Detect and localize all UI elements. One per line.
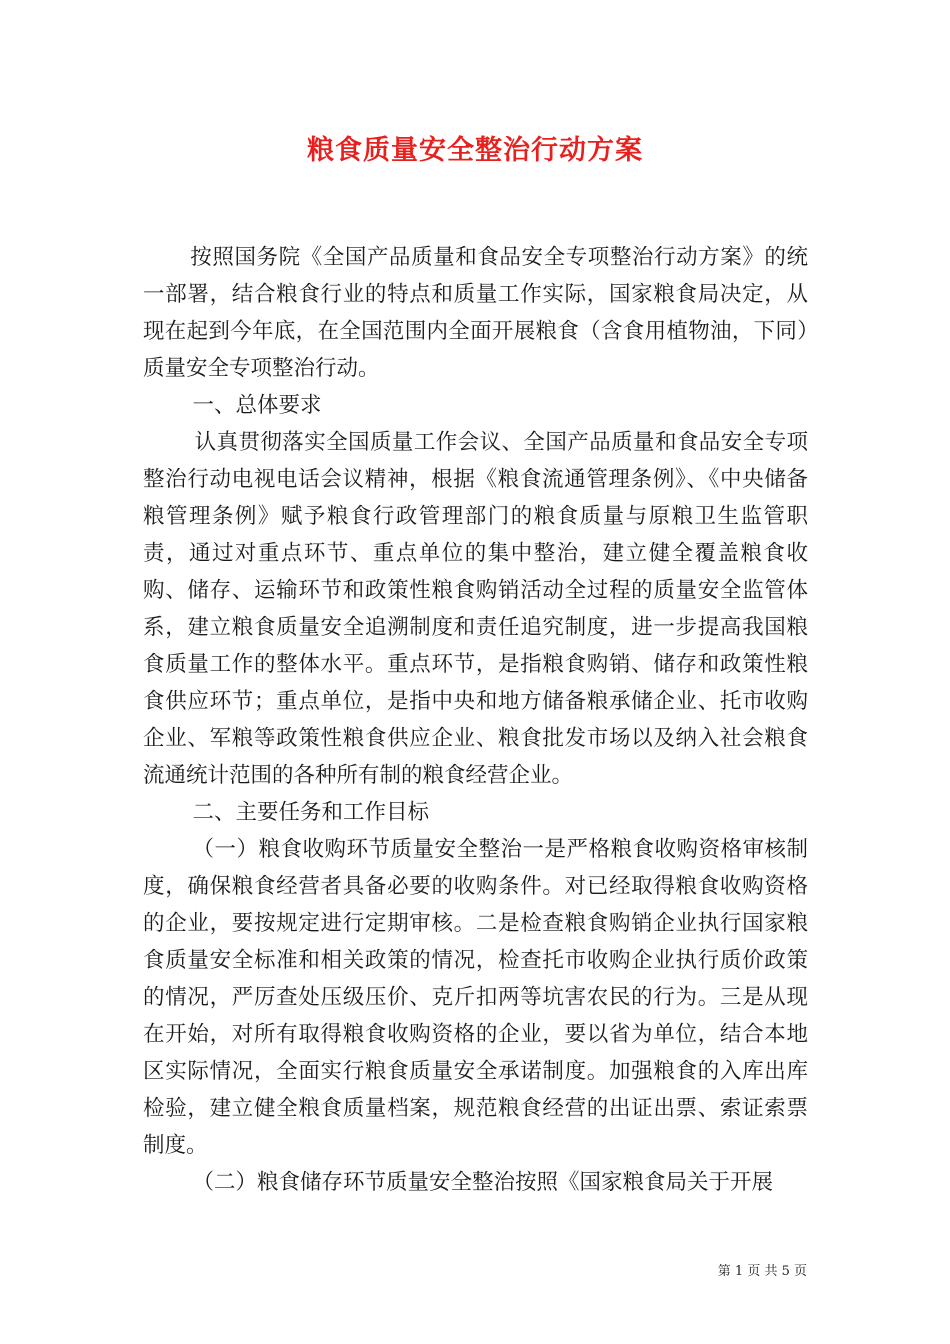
document-body (143, 239, 808, 1201)
intro-paragraph: 按照国务院《全国产品质量和食品安全专项整治行动方案》的统一部署，结合粮食行业的特点和质量工作实际，国家粮食局决定，从现在起到今年底，在全国范围内全面开展粮食（含食用植物油，下同）质量安全专项整治行动。 (143, 245, 808, 381)
storage-rectification-paragraph: （二）粮食储存环节质量安全整治按照《国家粮食局关于开展 (192, 1170, 773, 1195)
section-heading-general-requirements: 一、总体要求 (192, 393, 322, 418)
section-heading-main-tasks: 二、主要任务和工作目标 (192, 800, 429, 825)
general-requirements-paragraph: 认真贯彻落实全国质量工作会议、全国产品质量和食品安全专项整治行动电视电话会议精神，根据《粮食流通管理条例》、《中央储备粮管理条例》赋予粮食行政管理部门的粮食质量与原粮卫生监管职责，通过对重点环节、重点单位的集中整治，建立健全覆盖粮食收购、储存、运输环节和政策性粮食购销活动全过程的质量安全监管体系，建立粮食质量安全追溯制度和责任追究制度，进一步提高我国粮食质量工作的整体水平。重点环节，是指粮食购销、储存和政策性粮食供应环节；重点单位，是指中央和地方储备粮承储企业、托市收购企业、军粮等政策性粮食供应企业、粮食批发市场以及纳入社会粮食流通统计范围的各种所有制的粮食经营企业。 (143, 430, 808, 788)
purchase-rectification-paragraph: （一）粮食收购环节质量安全整治一是严格粮食收购资格审核制度，确保粮食经营者具备必要的收购条件。对已经取得粮食收购资格的企业，要按规定进行定期审核。二是检查粮食购销企业执行国家粮食质量安全标准和相关政策的情况，检查托市收购企业执行质价政策的情况，严厉查处压级压价、克斤扣两等坑害农民的行为。三是从现在开始，对所有取得粮食收购资格的企业，要以省为单位，结合本地区实际情况，全面实行粮食质量安全承诺制度。加强粮食的入库出库检验，建立健全粮食质量档案，规范粮食经营的出证出票、索证索票制度。 (143, 837, 808, 1158)
document-title: 粮食质量安全整治行动方案 (307, 135, 643, 166)
page-number-footer: 第 1 页 共 5 页 (717, 1264, 807, 1279)
